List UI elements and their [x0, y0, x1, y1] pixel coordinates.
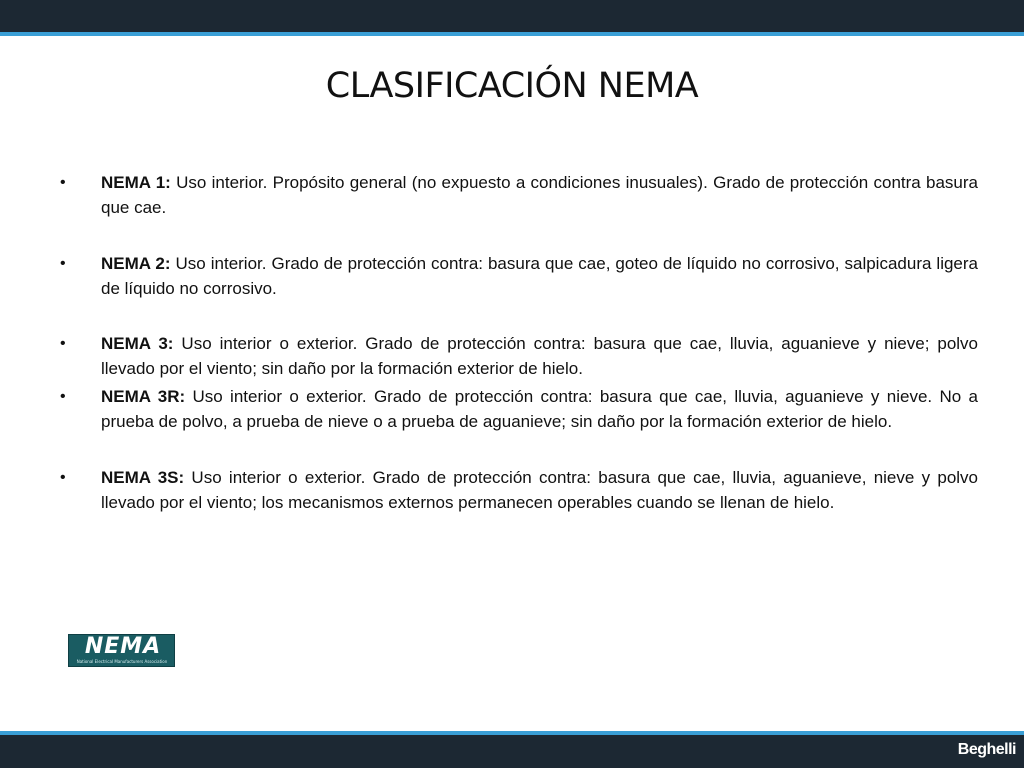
- list-item-nema-3r: [60, 384, 978, 434]
- bullet-icon: •: [60, 335, 66, 352]
- bullet-icon: •: [60, 388, 66, 405]
- item-code: NEMA 2:: [101, 254, 171, 273]
- slide-title: CLASIFICACIÓN NEMA: [325, 66, 699, 106]
- item-description: Uso interior o exterior. Grado de protección contra: basura que cae, lluvia, aguanieve y nieve. No a prueba de polvo, a prueba de nieve o a prueba de aguanieve; sin daño por la formación exterior de hielo.: [101, 387, 978, 431]
- list-item-nema-3: [60, 331, 978, 381]
- list-item-nema-2: [60, 251, 978, 301]
- nema-logo-wordmark: NEMA: [84, 634, 162, 659]
- item-description: Uso interior o exterior. Grado de protección contra: basura que cae, lluvia, aguanieve y nieve; polvo llevado por el viento; sin daño por la formación exterior de hielo.: [101, 334, 979, 378]
- item-description: Uso interior. Propósito general (no expuesto a condiciones inusuales). Grado de protección contra basura que cae.: [101, 173, 979, 217]
- bullet-icon: •: [60, 255, 66, 272]
- item-description: Uso interior. Grado de protección contra: basura que cae, goteo de líquido no corrosivo, salpicadura ligera de líquido no corrosivo.: [101, 254, 979, 298]
- nema-logo-subtitle: National Electrical Manufacturers Association: [76, 659, 168, 664]
- bullet-icon: •: [60, 174, 66, 191]
- item-description: Uso interior o exterior. Grado de protección contra: basura que cae, lluvia, aguanieve, nieve y polvo llevado por el viento; los mecanismos externos permanecen operables cuando se llenan de hielo.: [101, 468, 979, 512]
- item-code: NEMA 3S:: [101, 468, 185, 487]
- top-accent-line: [0, 32, 1024, 36]
- bottom-footer-bar: [0, 735, 1024, 768]
- top-header-bar: [0, 0, 1024, 32]
- nema-logo: [68, 634, 175, 667]
- bullet-icon: •: [60, 469, 66, 486]
- brand-logo-text: Beghelli: [957, 741, 1016, 758]
- nema-classification-list: [60, 170, 978, 515]
- list-item-nema-3s: [60, 465, 978, 515]
- item-code: NEMA 3:: [101, 334, 174, 353]
- list-item-nema-1: [60, 170, 978, 220]
- item-code: NEMA 1:: [101, 173, 171, 192]
- item-code: NEMA 3R:: [101, 387, 186, 406]
